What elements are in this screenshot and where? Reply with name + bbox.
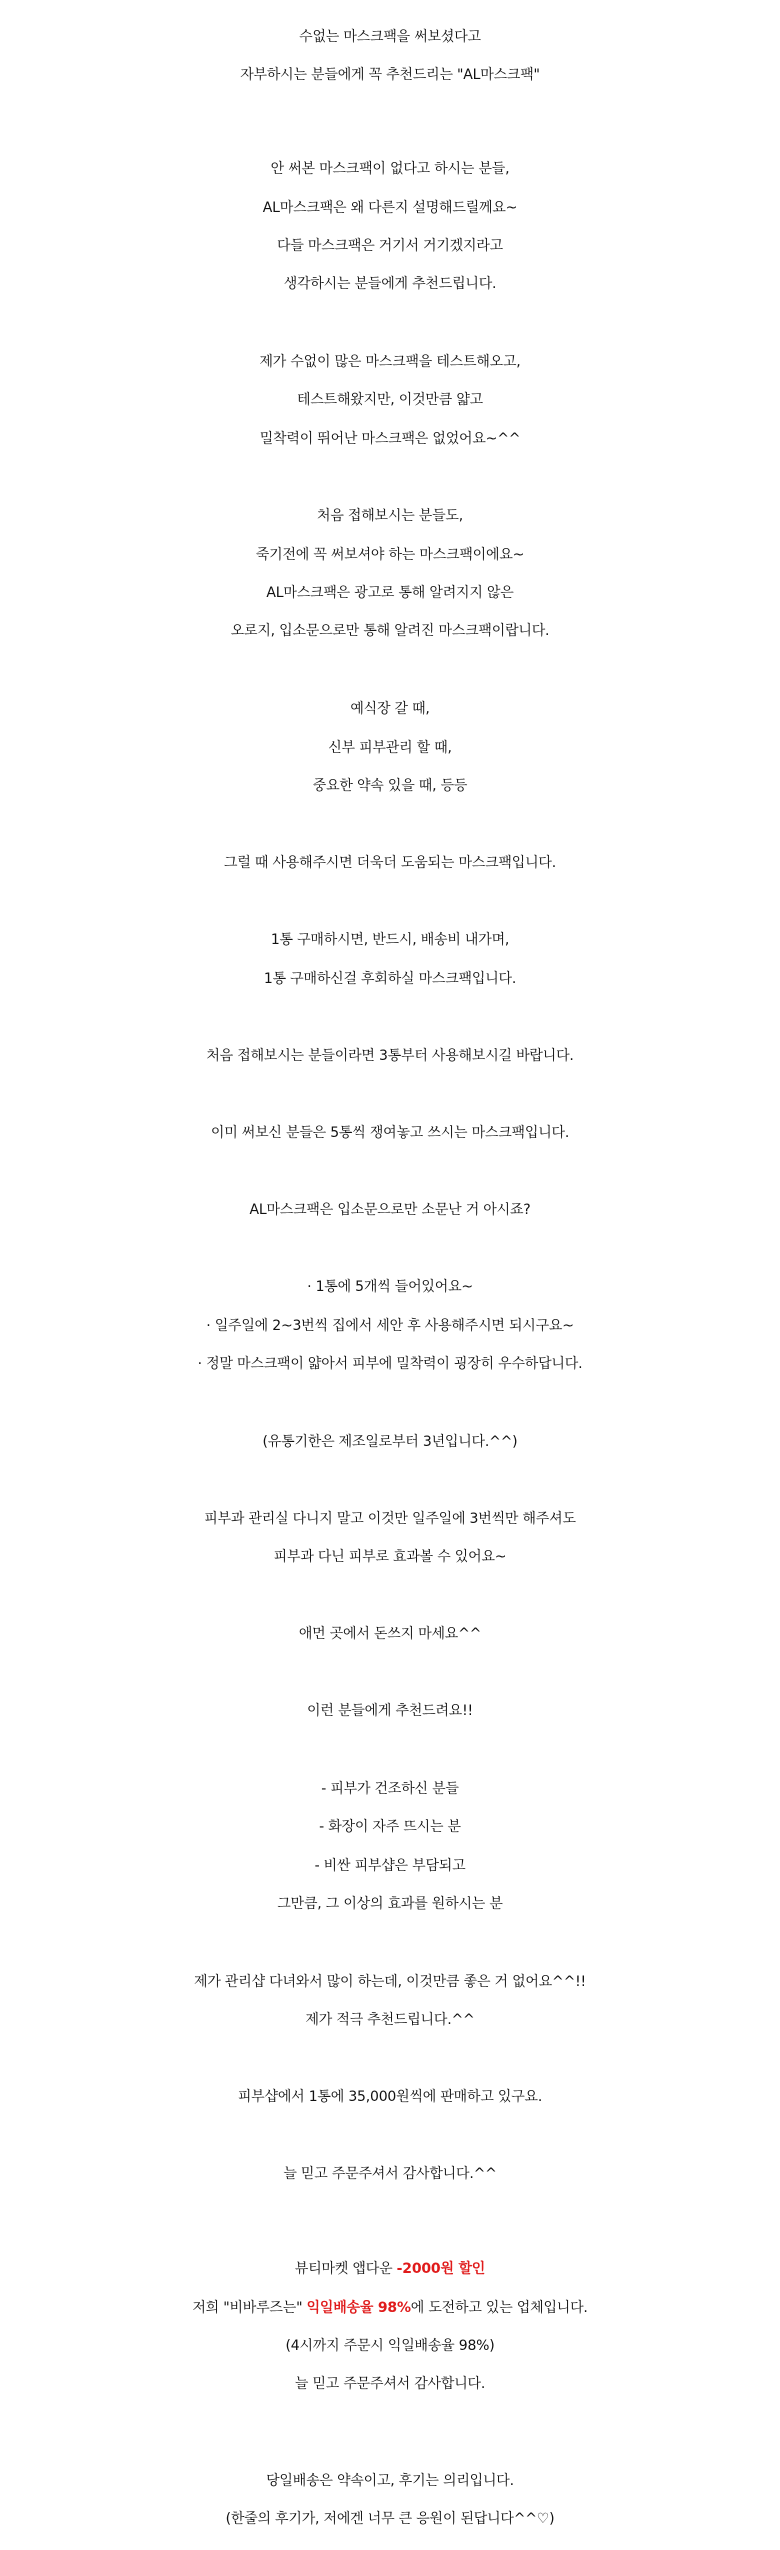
text-line: · 1통에 5개씩 들어있어요~: [307, 1279, 473, 1295]
text-line: 밀착력이 뛰어난 마스크팩은 없었어요~^^: [259, 431, 521, 447]
text-line: 제가 적극 추천드립니다.^^: [305, 2012, 475, 2028]
text-line: 피부과 다닌 피부로 효과볼 수 있어요~: [273, 1549, 507, 1565]
text-line: · 정말 마스크팩이 얇아서 피부에 밀착력이 굉장히 우수하답니다.: [197, 1356, 583, 1372]
text-line: 테스트해왔지만, 이것만큼 얇고: [297, 392, 483, 408]
delivery-rate-suffix: 에 도전하고 있는 업체입니다.: [410, 2300, 588, 2316]
text-line: 죽기전에 꼭 써보셔야 하는 마스크팩이에요~: [255, 547, 525, 563]
text-line: 제가 수없이 많은 마스크팩을 테스트해오고,: [259, 354, 521, 370]
discount-line: [0, 2254, 780, 2284]
text-line: 안 써본 마스크팩이 없다고 하시는 분들,: [270, 161, 510, 177]
text-line: 처음 접해보시는 분들이라면 3통부터 사용해보시길 바랍니다.: [206, 1048, 574, 1064]
text-line: AL마스크팩은 광고로 통해 알려지지 않은: [266, 585, 514, 601]
text-line: 수없는 마스크팩을 써보셨다고: [299, 29, 481, 45]
text-line: 1통 구매하시면, 반드시, 배송비 내가며,: [270, 932, 510, 948]
text-line: (유통기한은 제조일로부터 3년입니다.^^): [262, 1434, 518, 1450]
text-line: - 피부가 건조하신 분들: [321, 1781, 459, 1797]
text-line: 애먼 곳에서 돈쓰지 마세요^^: [298, 1626, 482, 1642]
text-line: 오로지, 입소문으로만 통해 알려진 마스크팩이랍니다.: [230, 623, 550, 639]
text-line: (한줄의 후기가, 저에겐 너무 큰 응원이 된답니다^^♡): [225, 2511, 555, 2527]
text-line: 그만큼, 그 이상의 효과를 원하시는 분: [277, 1896, 503, 1912]
text-line: AL마스크팩은 왜 다른지 설명해드릴께요~: [262, 200, 518, 216]
text-line: - 비싼 피부샵은 부담되고: [314, 1858, 466, 1874]
discount-prefix: 뷰티마켓 앱다운: [294, 2261, 397, 2277]
text-line: 중요한 약속 있을 때, 등등: [312, 778, 468, 794]
text-line: 이미 써보신 분들은 5통씩 쟁여놓고 쓰시는 마스크팩입니다.: [210, 1125, 570, 1141]
delivery-rate-line: [0, 2293, 780, 2323]
text-line: 피부과 관리실 다니지 말고 이것만 일주일에 3번씩만 해주셔도: [204, 1511, 576, 1527]
text-line: 예식장 갈 때,: [350, 701, 430, 717]
delivery-rate-prefix: 저희 "비바루즈는": [192, 2300, 307, 2316]
text-line: 피부샵에서 1통에 35,000원씩에 판매하고 있구요.: [237, 2089, 543, 2105]
text-line: 제가 관리샵 다녀와서 많이 하는데, 이것만큼 좋은 거 없어요^^!!: [194, 1974, 586, 1990]
text-line: 그럴 때 사용해주시면 더욱더 도움되는 마스크팩입니다.: [224, 855, 556, 871]
text-line: 늘 믿고 주문주셔서 감사합니다.: [294, 2376, 486, 2392]
text-line: 당일배송은 약속이고, 후기는 의리입니다.: [266, 2473, 514, 2489]
text-line: 늘 믿고 주문주셔서 감사합니다.^^: [283, 2166, 497, 2182]
delivery-rate-highlight: 익일배송율 98%: [306, 2300, 411, 2316]
text-line: AL마스크팩은 입소문으로만 소문난 거 아시죠?: [249, 1202, 531, 1218]
text-line: 다들 마스크팩은 거기서 거기겠지라고: [277, 238, 503, 254]
text-line: (4시까지 주문시 익일배송율 98%): [285, 2338, 495, 2354]
text-line: 처음 접해보시는 분들도,: [317, 508, 463, 524]
text-line: - 화장이 자주 뜨시는 분: [319, 1819, 461, 1835]
text-line: 신부 피부관리 할 때,: [328, 740, 452, 756]
text-line: · 일주일에 2~3번씩 집에서 세안 후 사용해주시면 되시구요~: [206, 1318, 574, 1334]
discount-amount: -2000원 할인: [396, 2261, 486, 2277]
text-line: 생각하시는 분들에게 추천드립니다.: [283, 276, 497, 292]
text-line: 1통 구매하신걸 후회하실 마스크팩입니다.: [263, 971, 517, 987]
text-line: 이런 분들에게 추천드려요!!: [307, 1703, 473, 1719]
text-line: 자부하시는 분들에게 꼭 추천드리는 "AL마스크팩": [240, 67, 540, 83]
